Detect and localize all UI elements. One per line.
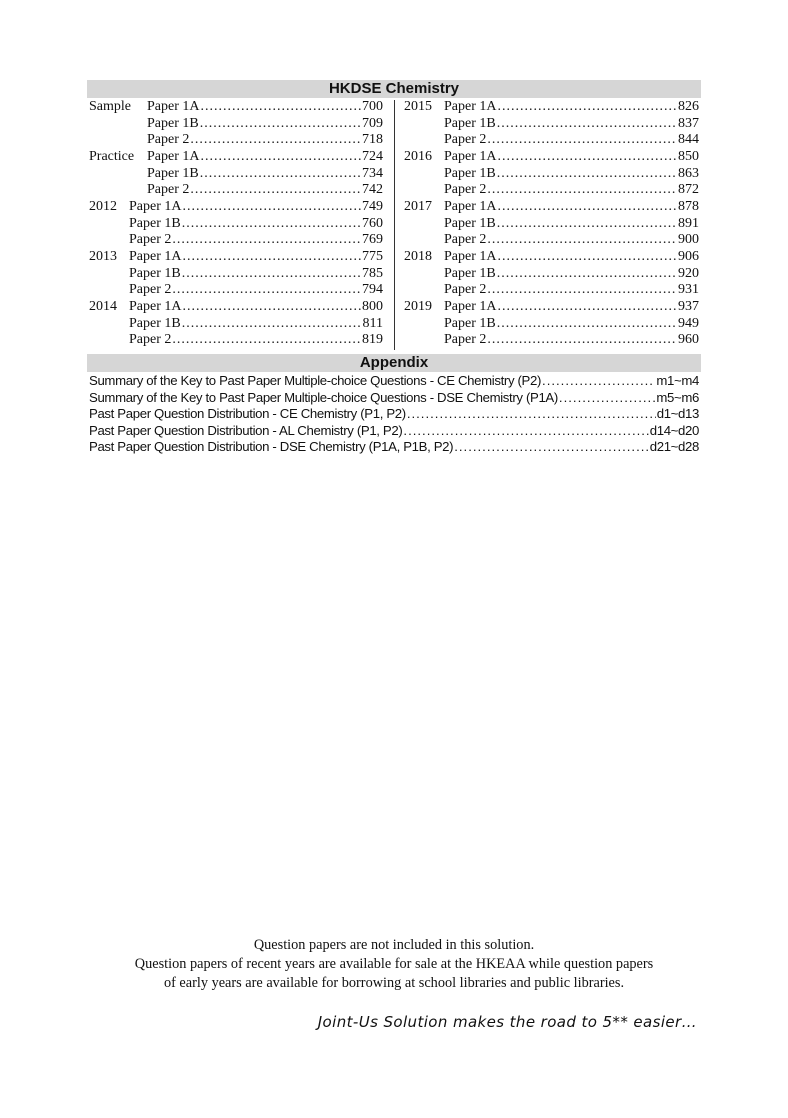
- dot-leader: [497, 266, 677, 283]
- toc-entry: [404, 116, 699, 133]
- dot-leader: [498, 249, 678, 266]
- dot-leader: [200, 166, 361, 183]
- appendix-entry-title: Summary of the Key to Past Paper Multiple-choice Questions - DSE Chemistry (P1A): [89, 389, 558, 405]
- toc-page-number: 850: [678, 148, 699, 164]
- dot-leader: [487, 282, 677, 299]
- toc-page-number: 819: [362, 332, 383, 348]
- dot-leader: [487, 332, 677, 349]
- toc-page-number: 960: [678, 332, 699, 348]
- toc-paper-label: Paper 1A: [147, 99, 200, 114]
- appendix-entry-title: Past Paper Question Distribution - CE Chemistry (P1, P2): [89, 406, 406, 421]
- toc-entry: [89, 132, 383, 149]
- toc-year: 2017: [404, 198, 432, 214]
- appendix-entry-pages: m1~m4: [656, 373, 699, 388]
- toc-entry: [404, 199, 699, 216]
- toc-entry: [89, 232, 383, 249]
- toc-paper-label: Paper 1A: [444, 248, 497, 264]
- toc-year: 2012: [89, 198, 117, 214]
- toc-entry: [89, 149, 383, 166]
- appendix-entry: [89, 406, 699, 423]
- tagline: Joint-Us Solution makes the road to 5** easier…: [317, 1013, 697, 1031]
- toc-year: 2018: [404, 248, 432, 264]
- dot-leader: [498, 99, 678, 116]
- toc-entry: [404, 166, 699, 183]
- dot-leader: [497, 116, 677, 133]
- dot-leader: [497, 316, 677, 333]
- toc-paper-label: Paper 2: [129, 232, 172, 248]
- toc-page-number: 920: [678, 265, 699, 281]
- toc-page-number: 826: [678, 99, 699, 114]
- appendix-entry-pages: d14~d20: [649, 422, 699, 438]
- toc-page-number: 837: [678, 115, 699, 131]
- toc-paper-label: Paper 1A: [147, 148, 200, 164]
- toc-paper-label: Paper 1A: [129, 198, 182, 214]
- toc-page-number: 937: [678, 298, 699, 314]
- appendix-entry: [89, 390, 699, 407]
- toc-entry: [404, 216, 699, 233]
- appendix-entry-pages: m5~m6: [656, 389, 699, 405]
- dot-leader: [403, 423, 648, 440]
- toc-paper-label: Paper 1B: [444, 315, 496, 331]
- dot-leader: [498, 299, 678, 316]
- toc-entry: [89, 266, 383, 283]
- dot-leader: [190, 132, 361, 149]
- appendix-entry-pages: d1~d13: [656, 406, 699, 421]
- dot-leader: [542, 373, 655, 390]
- dot-leader: [487, 132, 677, 149]
- dot-leader: [200, 116, 361, 133]
- appendix-entry: [89, 439, 699, 456]
- toc-entry: [404, 299, 699, 316]
- dot-leader: [407, 406, 656, 423]
- toc-page-number: 863: [678, 165, 699, 181]
- toc-entry: [89, 166, 383, 183]
- dot-leader: [498, 149, 678, 166]
- toc-paper-label: Paper 1A: [129, 248, 182, 264]
- toc-paper-label: Paper 1A: [444, 148, 497, 164]
- dot-leader: [172, 282, 361, 299]
- dot-leader: [487, 182, 677, 199]
- dot-leader: [498, 199, 678, 216]
- dot-leader: [182, 316, 362, 333]
- toc-entry: [89, 316, 383, 333]
- footer-note: [0, 936, 788, 993]
- appendix-entry-title: Summary of the Key to Past Paper Multiple-choice Questions - CE Chemistry (P2): [89, 373, 542, 388]
- toc-page-number: 742: [362, 182, 383, 198]
- toc-entry: [89, 216, 383, 233]
- toc-paper-label: Paper 1A: [444, 298, 497, 314]
- toc-paper-label: Paper 2: [444, 232, 487, 248]
- toc-year: Practice: [89, 148, 135, 164]
- toc-paper-label: Paper 1B: [444, 265, 496, 281]
- toc-paper-label: Paper 1B: [129, 215, 181, 231]
- toc-paper-label: Paper 1A: [129, 298, 182, 314]
- toc-entry: [89, 99, 383, 116]
- section-title-appendix: Appendix: [87, 354, 701, 372]
- dot-leader: [182, 266, 361, 283]
- toc-page-number: 769: [362, 232, 383, 248]
- toc-paper-label: Paper 1B: [129, 265, 181, 281]
- toc-year: 2016: [404, 148, 432, 164]
- toc-entry: [404, 232, 699, 249]
- dot-leader: [454, 439, 649, 456]
- toc-year: 2019: [404, 298, 432, 314]
- dot-leader: [183, 249, 362, 266]
- appendix-entry: [89, 373, 699, 390]
- toc-page-number: 900: [678, 232, 699, 248]
- dot-leader: [183, 299, 362, 316]
- toc-year: 2014: [89, 298, 117, 314]
- dot-leader: [172, 232, 361, 249]
- dot-leader: [497, 166, 677, 183]
- toc-right-column: [404, 99, 699, 349]
- toc-entry: [404, 316, 699, 333]
- toc-paper-label: Paper 2: [444, 182, 487, 198]
- toc-paper-label: Paper 1B: [147, 165, 199, 181]
- dot-leader: [201, 149, 362, 166]
- toc-paper-label: Paper 1B: [444, 215, 496, 231]
- toc-page-number: 906: [678, 248, 699, 264]
- toc-paper-label: Paper 2: [129, 332, 172, 348]
- dot-leader: [487, 232, 677, 249]
- toc-year: 2013: [89, 248, 117, 264]
- toc-paper-label: Paper 1B: [444, 115, 496, 131]
- toc-paper-label: Paper 2: [444, 282, 487, 298]
- toc-paper-label: Paper 2: [444, 132, 487, 148]
- toc-entry: [404, 99, 699, 116]
- dot-leader: [559, 390, 655, 407]
- toc-entry: [404, 249, 699, 266]
- appendix-list: [89, 373, 699, 456]
- toc-paper-label: Paper 2: [147, 182, 190, 198]
- toc-page-number: 878: [678, 198, 699, 214]
- toc-paper-label: Paper 1A: [444, 99, 497, 114]
- toc-page-number: 724: [362, 148, 383, 164]
- dot-leader: [201, 99, 362, 116]
- section-title-hkdse-chemistry: HKDSE Chemistry: [87, 80, 701, 98]
- toc-page-number: 949: [678, 315, 699, 331]
- toc-entry: [404, 282, 699, 299]
- footer-line-3: of early years are available for borrowing at school libraries and public libraries.: [163, 975, 625, 991]
- toc-page-number: 760: [362, 215, 383, 231]
- toc-page-number: 785: [362, 265, 383, 281]
- dot-leader: [497, 216, 677, 233]
- appendix-entry-pages: d21~d28: [649, 439, 699, 454]
- toc-entry: [89, 116, 383, 133]
- toc-paper-label: Paper 2: [129, 282, 172, 298]
- toc-paper-label: Paper 1A: [444, 198, 497, 214]
- dot-leader: [172, 332, 361, 349]
- toc-year: Sample: [89, 99, 131, 114]
- footer-line-2: Question papers of recent years are available for sale at the HKEAA while question papers: [134, 956, 654, 972]
- toc-page-number: 700: [362, 99, 383, 114]
- toc-page-number: 749: [362, 198, 383, 214]
- toc-entry: [404, 182, 699, 199]
- toc-page-number: 794: [362, 282, 383, 298]
- toc-left-column: [89, 99, 383, 349]
- toc-paper-label: Paper 1B: [444, 165, 496, 181]
- toc-entry: [89, 299, 383, 316]
- column-divider: [394, 100, 395, 350]
- toc-page-number: 844: [678, 132, 699, 148]
- toc-entry: [89, 332, 383, 349]
- toc-year: 2015: [404, 99, 432, 114]
- appendix-entry-title: Past Paper Question Distribution - AL Chemistry (P1, P2): [89, 422, 403, 438]
- toc-paper-label: Paper 2: [147, 132, 190, 148]
- appendix-entry: [89, 423, 699, 440]
- toc-paper-label: Paper 1B: [129, 315, 181, 331]
- toc-entry: [89, 199, 383, 216]
- toc-entry: [89, 282, 383, 299]
- toc-page-number: 734: [362, 165, 383, 181]
- toc-entry: [89, 249, 383, 266]
- toc-page-number: 718: [362, 132, 383, 148]
- dot-leader: [182, 216, 361, 233]
- toc-page-number: 891: [678, 215, 699, 231]
- toc-entry: [404, 266, 699, 283]
- toc-paper-label: Paper 1B: [147, 115, 199, 131]
- toc-page-number: 811: [362, 315, 383, 331]
- toc-entry: [404, 132, 699, 149]
- toc-page-number: 709: [362, 115, 383, 131]
- footer-line-1: Question papers are not included in this solution.: [253, 937, 535, 953]
- toc-page-number: 775: [362, 248, 383, 264]
- toc-entry: [404, 149, 699, 166]
- toc-page-number: 931: [678, 282, 699, 298]
- dot-leader: [190, 182, 361, 199]
- toc-entry: [404, 332, 699, 349]
- toc-entry: [89, 182, 383, 199]
- appendix-entry-title: Past Paper Question Distribution - DSE Chemistry (P1A, P1B, P2): [89, 439, 454, 454]
- dot-leader: [183, 199, 362, 216]
- toc-page-number: 800: [362, 298, 383, 314]
- toc-page-number: 872: [678, 182, 699, 198]
- toc-paper-label: Paper 2: [444, 332, 487, 348]
